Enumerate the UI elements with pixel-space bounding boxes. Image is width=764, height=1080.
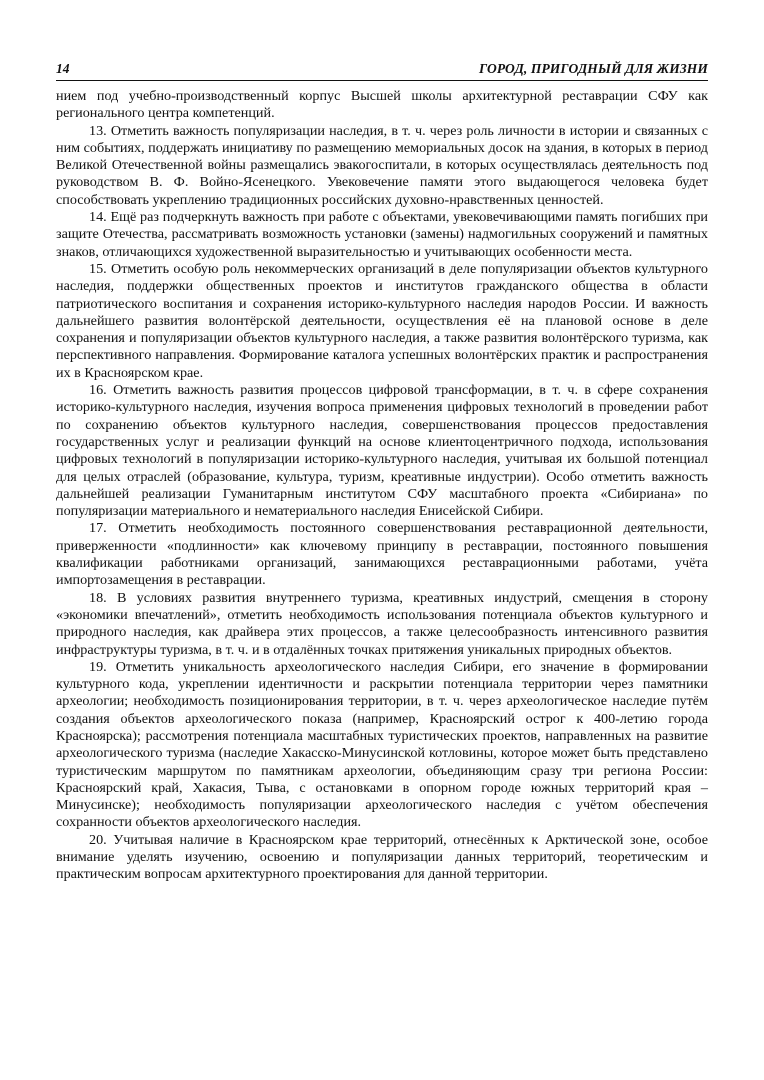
- running-title: ГОРОД, ПРИГОДНЫЙ ДЛЯ ЖИЗНИ: [478, 61, 708, 76]
- paragraph-15: 15. Отметить особую роль некоммерческих организаций в деле популяризации объектов культурного наследия, поддержки общественных проектов и институтов гражданского общества в области патриотического воспитания и сохранения историко-культурного наследия народов России. И важность дальнейшего развития волонтёрской деятельности, осуществления её на плановой основе в деле сохранения и популяризации объектов культурного наследия, а также развития волонтёрского туризма, как перспективного направления. Формирование каталога успешных волонтёрских практик и распространения их в Красноярском крае.: [56, 260, 708, 381]
- paragraph-14: 14. Ещё раз подчеркнуть важность при работе с объектами, увековечивающими память погибших при защите Отечества, рассматривать возможность установки (замены) надмогильных сооружений и памятных знаков, отличающихся художественной выразительностью и учитывающих особенности места.: [56, 209, 708, 260]
- page-header: [56, 60, 708, 81]
- paragraph-18: 18. В условиях развития внутреннего туризма, креативных индустрий, смещения в сторону «экономики впечатлений», отметить необходимость использования потенциала объектов культурного и природного наследия, как драйвера этих процессов, а также целесообразность интенсивного развития инфраструктуры туризма, в т. ч. и в отдалённых точках притяжения уникальных природных объектов.: [56, 589, 708, 658]
- paragraph-19: 19. Отметить уникальность археологического наследия Сибири, его значение в формировании культурного кода, укреплении идентичности и раскрытии потенциала территории через памятники археологии; необходимость позиционирования территории, в т. ч. через археологическое наследие путём создания объектов археологического показа (например, Красноярский острог к 400-летию города Красноярска); рассмотрения потенциала масштабных туристических проектов, направленных на развитие археологического туризма (наследие Хакасско-Минусинской котловины, которое может быть представлено туристическим маршрутом по памятникам археологии, объединяющим сразу три региона России: Красноярский край, Хакасия, Тыва, с остановками в опорном городе южных территорий края – Минусинске); необходимость популяризации археологического наследия с учётом обеспечения сохранности объектов археологического наследия.: [56, 658, 708, 831]
- page-number: 14: [56, 61, 70, 76]
- paragraph-continued: нием под учебно-производственный корпус Высшей школы архитектурной реставрации СФУ как регионального центра компетенций.: [56, 88, 708, 122]
- paragraph-16: 16. Отметить важность развития процессов цифровой трансформации, в т. ч. в сфере сохранения историко-культурного наследия, изучения вопроса применения цифровых технологий в проведении работ по сохранению объектов культурного наследия, совершенствования процессов предоставления государственных услуг и реализации функций на основе клиентоцентричного подхода, использования цифровых технологий в популяризации историко-культурного наследия, учитывая их большой потенциал для целых отраслей (образование, культура, туризм, креативные индустрии). Особо отметить важность дальнейшей реализации Гуманитарным институтом СФУ масштабного проекта «Сибириана» по популяризации материального и нематериального наследия Енисейской Сибири.: [56, 382, 708, 520]
- paragraph-20: 20. Учитывая наличие в Красноярском крае территорий, отнесённых к Арктической зоне, особое внимание уделять изучению, освоению и популяризации данных территорий, теоретическим и практическим вопросам архитектурного проектирования для данной территории.: [56, 831, 708, 883]
- paragraph-13: 13. Отметить важность популяризации наследия, в т. ч. через роль личности в истории и связанных с ним событиях, поддержать инициативу по размещению мемориальных досок на здания, в которых в период Великой Отечественной войны размещались эвакогоспитали, в которых осуществлялась деятельность под руководством В. Ф. Войно-Ясенецкого. Увековечение памяти этого выдающегося человека будет способствовать укреплению традиционных российских духовно-нравственных ценностей.: [56, 122, 708, 208]
- paragraph-17: 17. Отметить необходимость постоянного совершенствования реставрационной деятельности, приверженности «подлинности» как ключевому принципу в реставрации, постоянного повышения квалификации работниками организаций, занимающихся реставрационными работами, учёта импортозамещения в реставрации.: [56, 520, 708, 589]
- body-text: [56, 88, 708, 884]
